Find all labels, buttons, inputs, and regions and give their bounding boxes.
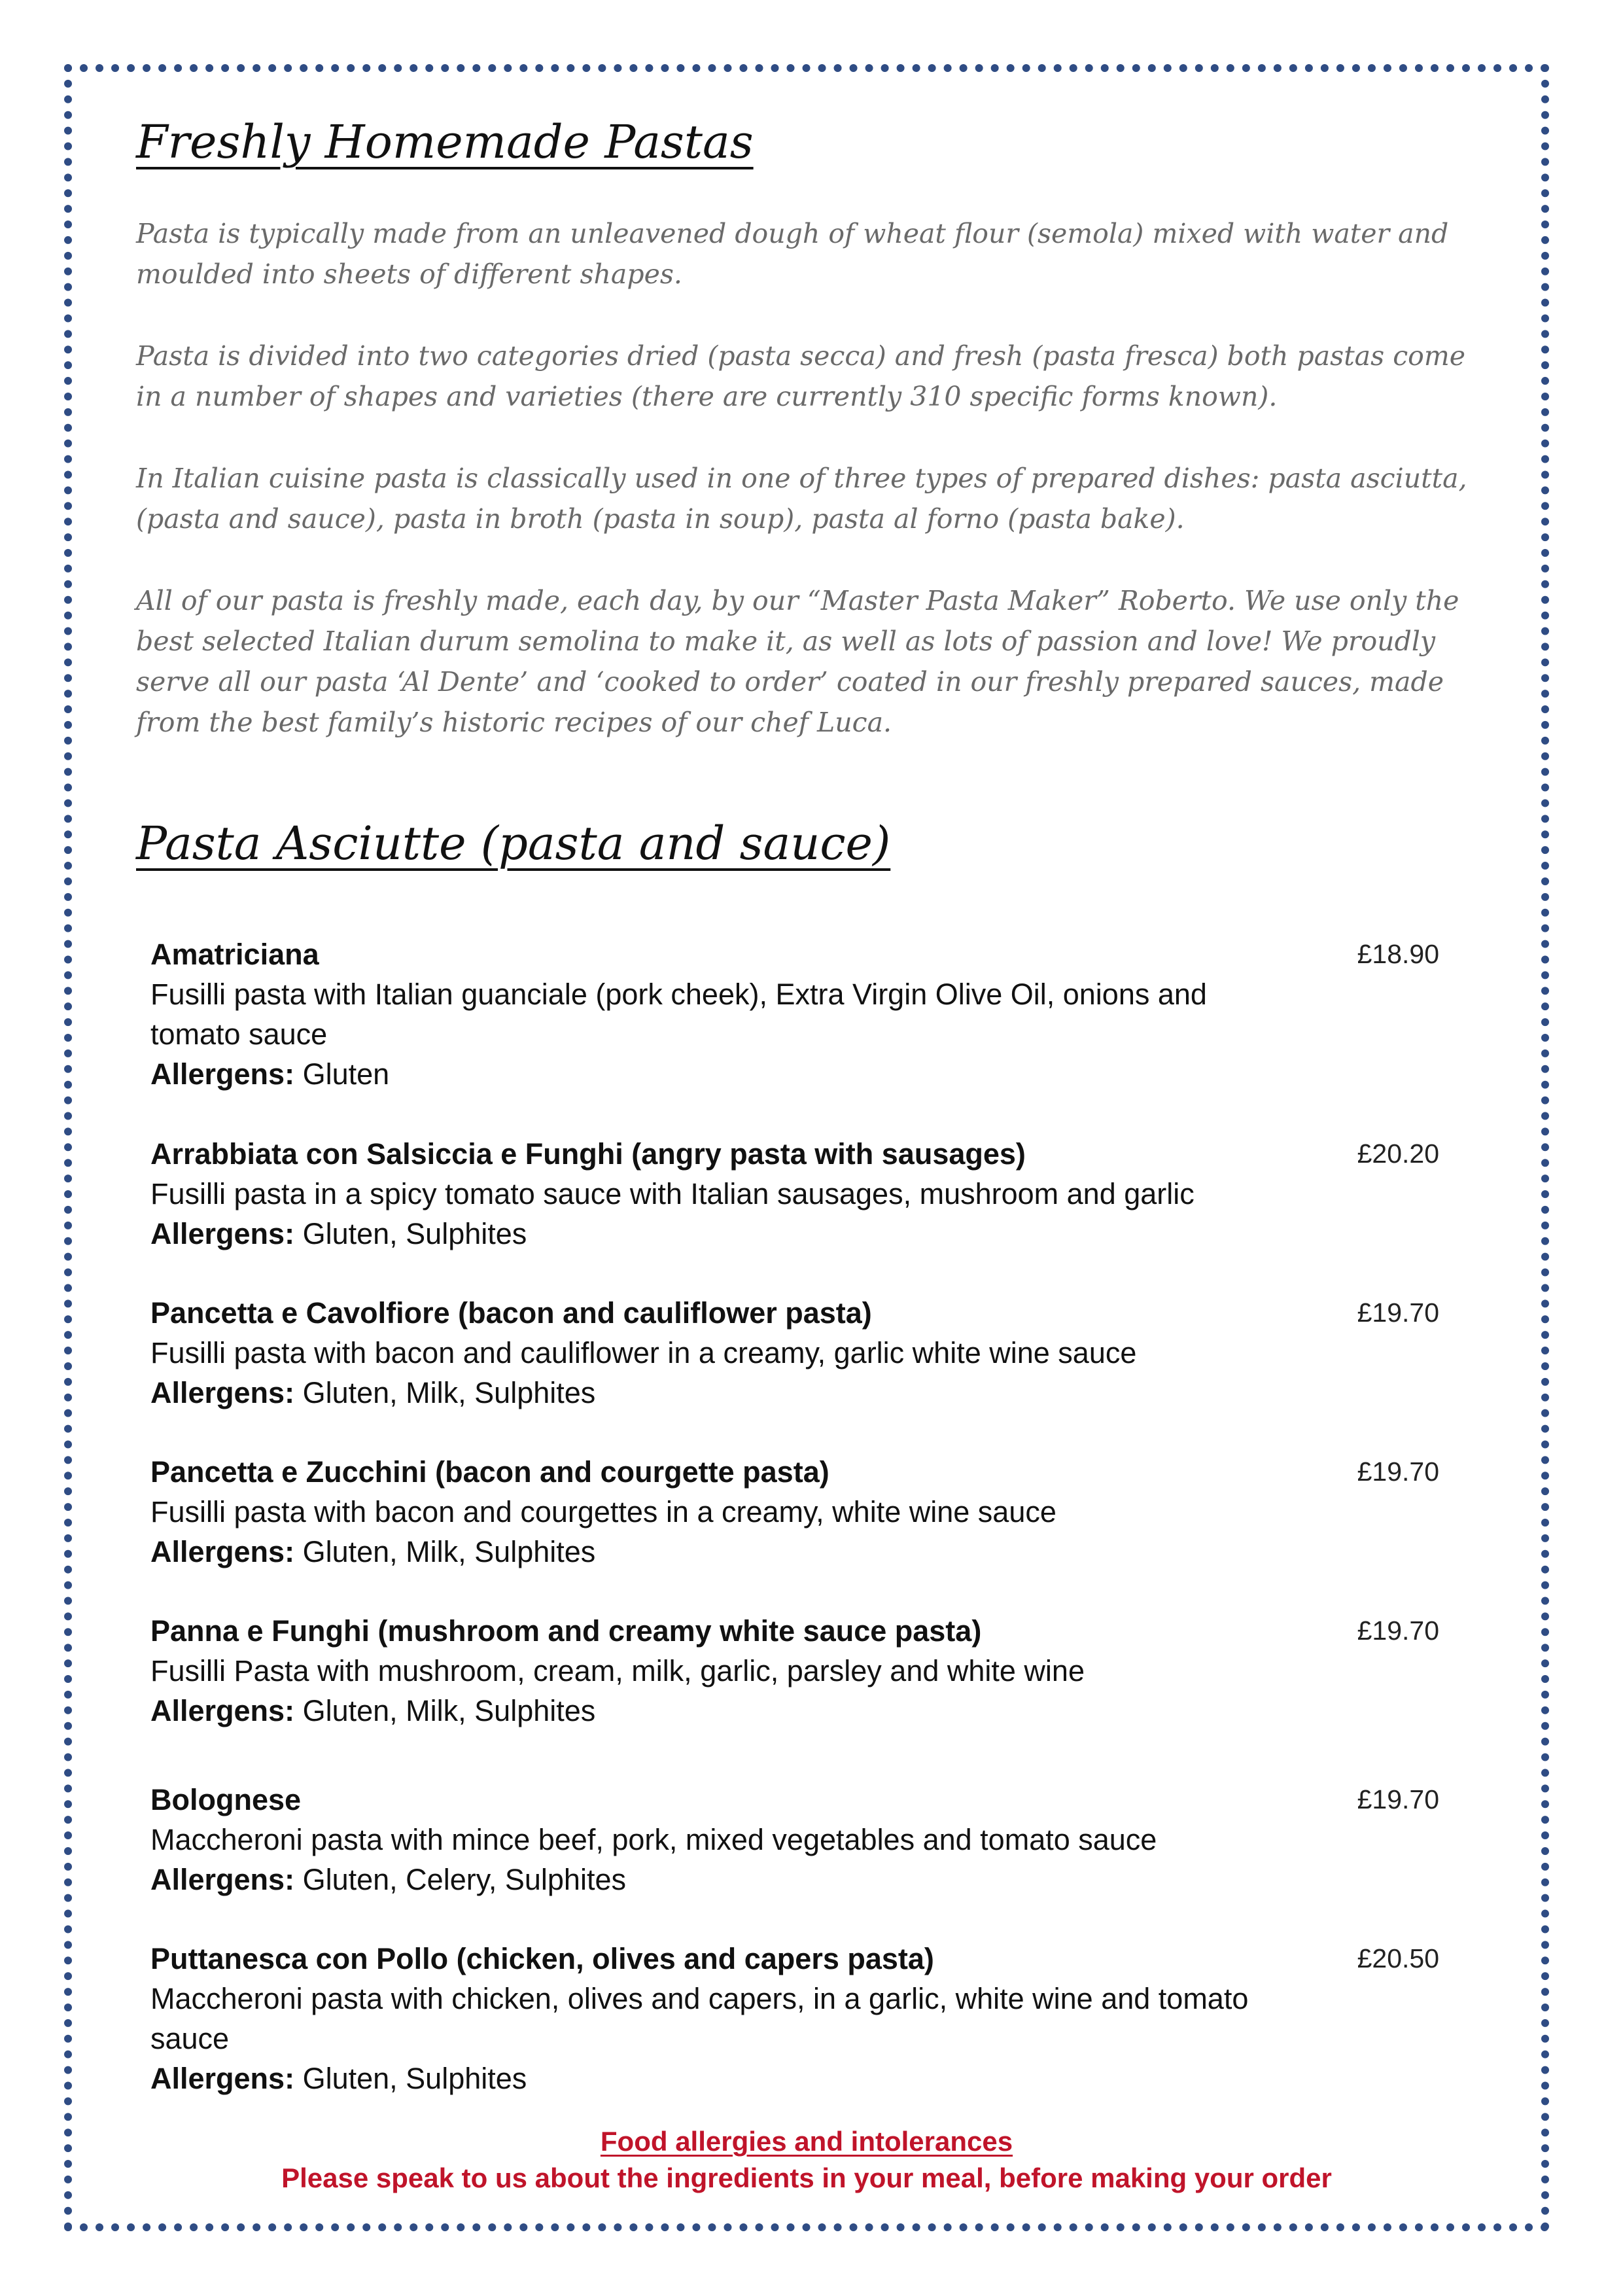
menu-item-description: Maccheroni pasta with chicken, olives and capers, in a garlic, white wine and tomato sauce [150, 1982, 1249, 2055]
menu-item-allergens [150, 1373, 1492, 1413]
menu-item-description: Fusilli pasta with Italian guanciale (pork cheek), Extra Virgin Olive Oil, onions and tomato sauce [150, 978, 1207, 1051]
intro-paragraph: All of our pasta is freshly made, each day, by our “Master Pasta Maker” Roberto. We use only the best selected Italian durum semolina to make it, as well as lots of passion and love! We proudly serve all our pasta ‘Al Dente’ and ‘cooked to order’ coated in our freshly prepared sauces, made from the best family’s historic recipes of our chef Luca. [136, 585, 1459, 738]
menu-item-description: Fusilli pasta in a spicy tomato sauce with Italian sausages, mushroom and garlic [150, 1177, 1195, 1210]
menu-item-price: £20.50 [1357, 1943, 1439, 1973]
allergens-label: Allergens: [150, 1217, 295, 1250]
intro-paragraph: Pasta is divided into two categories dried (pasta secca) and fresh (pasta fresca) both pastas come in a number of shapes and varieties (there are currently 310 specific forms known). [136, 340, 1465, 412]
menu-item-price: £19.70 [1357, 1298, 1439, 1328]
menu-item-allergens [150, 1214, 1492, 1254]
allergens-label: Allergens: [150, 1057, 295, 1091]
menu-item-price: £19.70 [1357, 1457, 1439, 1487]
menu-item-description: Fusilli pasta with bacon and cauliflower in a creamy, garlic white wine sauce [150, 1336, 1137, 1369]
menu-item-name: Amatriciana [150, 938, 319, 971]
menu-item-name: Pancetta e Cavolfiore (bacon and cauliflower pasta) [150, 1296, 872, 1330]
allergens-value: Gluten, Sulphites [302, 2062, 527, 2095]
allergens-value: Gluten, Milk, Sulphites [302, 1694, 596, 1727]
menu-item [150, 1611, 1492, 1731]
allergens-label: Allergens: [150, 1863, 295, 1896]
allergens-label: Allergens: [150, 1376, 295, 1409]
menu-item-allergens [150, 1532, 1492, 1572]
menu-item [150, 1452, 1492, 1572]
menu-item-name: Panna e Funghi (mushroom and creamy white sauce pasta) [150, 1614, 982, 1648]
menu-item-name: Pancetta e Zucchini (bacon and courgette pasta) [150, 1455, 829, 1489]
menu-item-price: £18.90 [1357, 939, 1439, 969]
intro-text [136, 213, 1497, 784]
allergy-notice-text: Please speak to us about the ingredients in your meal, before making your order [281, 2163, 1332, 2193]
menu-item-list [150, 934, 1492, 2098]
menu-item-description: Maccheroni pasta with mince beef, pork, mixed vegetables and tomato sauce [150, 1823, 1157, 1856]
menu-item [150, 1293, 1492, 1413]
menu-item [150, 1134, 1492, 1254]
menu-item-description: Fusilli pasta with bacon and courgettes in a creamy, white wine sauce [150, 1495, 1056, 1528]
intro-title: Freshly Homemade Pastas [136, 115, 754, 169]
menu-item-name: Puttanesca con Pollo (chicken, olives and capers pasta) [150, 1942, 934, 1975]
allergens-label: Allergens: [150, 2062, 295, 2095]
menu-item-allergens [150, 1860, 1492, 1899]
section-title: Pasta Asciutte (pasta and sauce) [136, 817, 891, 870]
menu-item-price: £19.70 [1357, 1784, 1439, 1814]
menu-item-allergens [150, 2058, 1492, 2098]
allergens-label: Allergens: [150, 1535, 295, 1568]
menu-item [150, 1939, 1492, 2098]
allergens-value: Gluten [302, 1057, 390, 1091]
intro-paragraph: Pasta is typically made from an unleavened dough of wheat flour (semola) mixed with water and moulded into sheets of different shapes. [136, 218, 1449, 290]
allergy-notice-title: Food allergies and intolerances [600, 2126, 1013, 2157]
menu-item-allergens [150, 1691, 1492, 1731]
menu-item-allergens [150, 1054, 1492, 1094]
allergens-value: Gluten, Milk, Sulphites [302, 1376, 596, 1409]
menu-item [150, 934, 1492, 1094]
menu-item [150, 1780, 1492, 1899]
menu-item-name: Arrabbiata con Salsiccia e Funghi (angry pasta with sausages) [150, 1137, 1026, 1171]
allergens-value: Gluten, Sulphites [302, 1217, 527, 1250]
allergens-value: Gluten, Celery, Sulphites [302, 1863, 626, 1896]
menu-item-price: £19.70 [1357, 1616, 1439, 1646]
menu-item-description: Fusilli Pasta with mushroom, cream, milk, garlic, parsley and white wine [150, 1654, 1085, 1687]
intro-paragraph: In Italian cuisine pasta is classically used in one of three types of prepared dishes: pasta asciutta, (pasta and sauce), pasta in broth (pasta in soup), pasta al forno (pasta bake). [136, 463, 1467, 535]
menu-item-price: £20.20 [1357, 1139, 1439, 1169]
allergy-notice [64, 2123, 1549, 2197]
allergens-value: Gluten, Milk, Sulphites [302, 1535, 596, 1568]
menu-item-name: Bolognese [150, 1783, 302, 1816]
allergens-label: Allergens: [150, 1694, 295, 1727]
